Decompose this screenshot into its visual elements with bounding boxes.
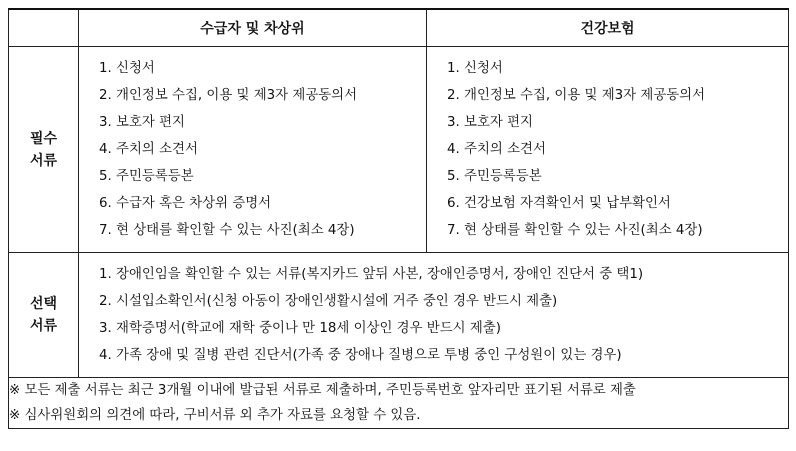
optional-cell <box>79 253 789 378</box>
note-line: ※ 모든 제출 서류는 최근 3개월 이내에 발급된 서류로 제출하며, 주민등록번호 앞자리만 표기된 서류로 제출 <box>9 383 636 398</box>
optional-label-line1: 선택 <box>29 296 58 312</box>
list-item: 3. 보호자 편지 <box>447 115 533 130</box>
list-item: 1. 신청서 <box>447 61 503 76</box>
list-item: 4. 주치의 소견서 <box>99 142 198 157</box>
recipient-required-list <box>79 47 426 252</box>
list-item: 4. 주치의 소견서 <box>447 142 546 157</box>
recipient-required-cell <box>79 47 427 253</box>
required-documents-table <box>8 8 789 429</box>
list-item: 2. 개인정보 수집, 이용 및 제3자 제공동의서 <box>99 88 358 103</box>
header-row <box>9 9 789 47</box>
list-item: 2. 시설입소확인서(신청 아동이 장애인생활시설에 거주 중인 경우 반드시 제출) <box>99 294 558 309</box>
list-item: 5. 주민등록등본 <box>99 169 194 184</box>
list-item: 1. 신청서 <box>99 61 155 76</box>
list-item: 4. 가족 장애 및 질병 관련 진단서(가족 중 장애나 질병으로 투병 중인 구성원이 있는 경우) <box>99 348 622 363</box>
list-item: 2. 개인정보 수집, 이용 및 제3자 제공동의서 <box>447 88 706 103</box>
list-item: 1. 장애인임을 확인할 수 있는 서류(복지카드 앞뒤 사본, 장애인증명서, 장애인 진단서 중 택1) <box>99 267 644 282</box>
list-item: 3. 보호자 편지 <box>99 115 185 130</box>
list-item: 6. 수급자 혹은 차상위 증명서 <box>99 196 272 211</box>
list-item: 7. 현 상태를 확인할 수 있는 사진(최소 4장) <box>99 223 355 238</box>
notes-cell <box>9 378 789 429</box>
list-item: 5. 주민등록등본 <box>447 169 542 184</box>
insurance-required-list <box>427 47 788 252</box>
required-label-line1: 필수 <box>29 130 58 147</box>
notes-row <box>9 378 789 429</box>
required-label <box>9 47 79 253</box>
list-item: 6. 건강보험 자격확인서 및 납부확인서 <box>447 196 671 211</box>
header-recipient: 수급자 및 차상위 <box>79 9 427 47</box>
insurance-required-cell <box>427 47 789 253</box>
list-item: 7. 현 상태를 확인할 수 있는 사진(최소 4장) <box>447 223 703 238</box>
optional-label <box>9 253 79 378</box>
optional-row <box>9 253 789 378</box>
note-line: ※ 심사위원회의 의견에 따라, 구비서류 외 추가 자료를 요청할 수 있음. <box>9 408 421 423</box>
required-label-line2: 서류 <box>29 152 58 169</box>
optional-list <box>79 253 788 377</box>
header-empty-cell <box>9 9 79 47</box>
optional-label-line2: 서류 <box>29 318 58 334</box>
header-insurance: 건강보험 <box>427 9 789 47</box>
required-row <box>9 47 789 253</box>
list-item: 3. 재학증명서(학교에 재학 중이나 만 18세 이상인 경우 반드시 제출) <box>99 321 501 336</box>
